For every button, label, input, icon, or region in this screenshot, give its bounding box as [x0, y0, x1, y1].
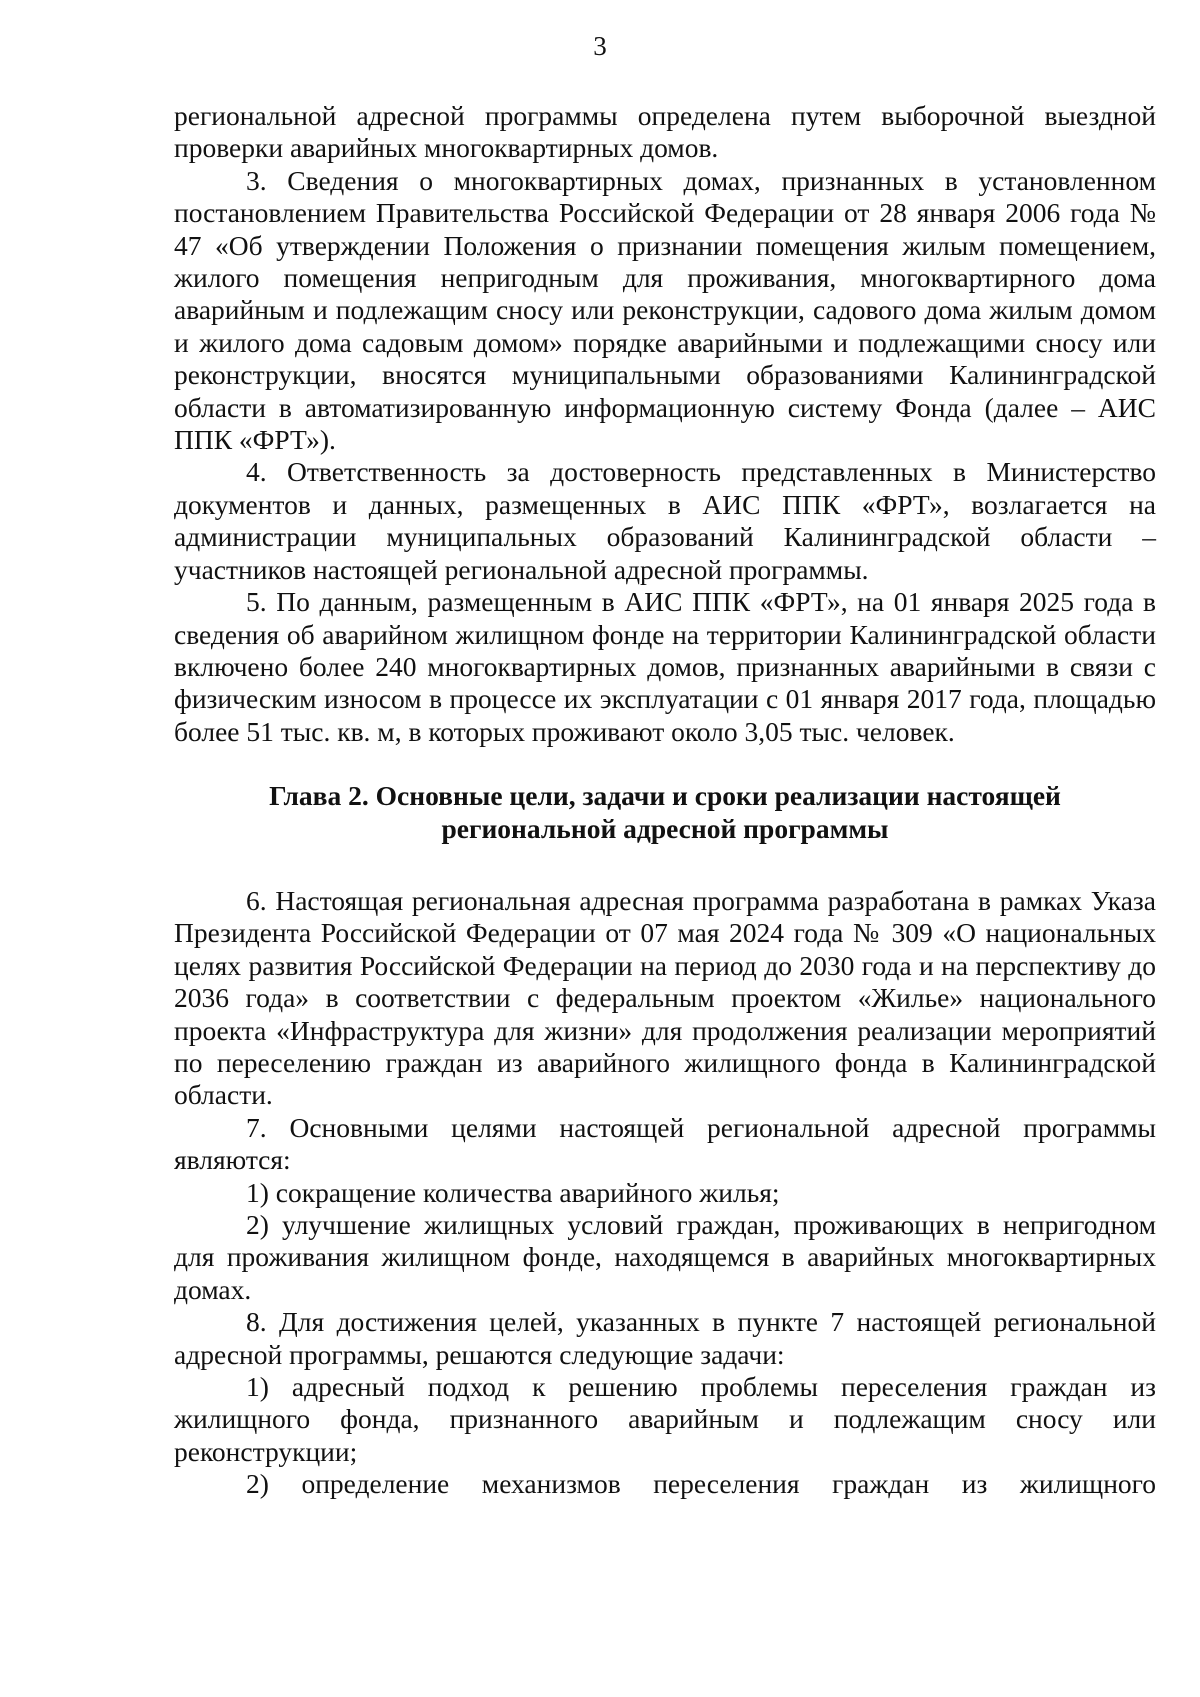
page-number: 3 [593, 31, 607, 61]
paragraph-item-7: 7. Основными целями настоящей региональной адресной программы являются: [174, 1111, 1156, 1176]
chapter-heading-line-2: региональной адресной программы [441, 812, 889, 844]
paragraph-item-3: 3. Сведения о многоквартирных домах, признанных в установленном постановлением Правительства Российской Федерации от 28 января 2006 года № 47 «Об утверждении Положения о признании помещения жилым помещением, жилого помещения непригодным для проживания, многоквартирного дома аварийным и подлежащим сносу или реконструкции, садового дома жилым домом и жилого дома садовым домом» порядке аварийными и подлежащими сносу или реконструкции, вносятся муниципальными образованиями Калининградской области в автоматизированную информационную систему Фонда (далее – АИС ППК «ФРТ»). [174, 164, 1156, 456]
paragraph-item-6: 6. Настоящая региональная адресная программа разработана в рамках Указа Президента Российской Федерации от 07 мая 2024 года № 309 «О национальных целях развития Российской Федерации на период до 2030 года и на перспективу до 2036 года» в соответствии с федеральным проектом «Жилье» национального проекта «Инфраструктура для жизни» для продолжения реализации мероприятий по переселению граждан из аварийного жилищного фонда в Калининградской области. [174, 884, 1156, 1111]
paragraph-item-7-2: 2) улучшение жилищных условий граждан, проживающих в непригодном для проживания жилищном фонде, находящемся в аварийных многоквартирных домах. [174, 1209, 1156, 1305]
document-body [174, 100, 1156, 1501]
paragraph-item-8-1: 1) адресный подход к решению проблемы переселения граждан из жилищного фонда, признанного аварийным и подлежащим сносу или реконструкции; [174, 1371, 1156, 1467]
paragraph-item-7-1: 1) сокращение количества аварийного жилья; [246, 1176, 780, 1208]
chapter-heading [174, 780, 1156, 845]
paragraph-item-8: 8. Для достижения целей, указанных в пункте 7 настоящей региональной адресной программы, решаются следующие задачи: [174, 1306, 1156, 1370]
paragraph-item-4: 4. Ответственность за достоверность представленных в Министерство документов и данных, размещенных в АИС ППК «ФРТ», возлагается на администрации муниципальных образований Калининградской области – участников настоящей региональной адресной программы. [174, 456, 1156, 585]
paragraph-item-8-2: 2) определение механизмов переселения граждан из жилищного [246, 1468, 1156, 1500]
paragraph-item-5: 5. По данным, размещенным в АИС ППК «ФРТ», на 01 января 2025 года в сведения об аварийном жилищном фонде на территории Калининградской области включено более 240 многоквартирных домов, признанных аварийными в связи с физическим износом в процессе их эксплуатации с 01 января 2017 года, площадью более 51 тыс. кв. м, в которых проживают около 3,05 тыс. человек. [174, 586, 1156, 747]
paragraph-continuation: региональной адресной программы определена путем выборочной выездной проверки аварийных многоквартирных домов. [174, 100, 1156, 164]
chapter-heading-line-1: Глава 2. Основные цели, задачи и сроки реализации настоящей [269, 780, 1061, 812]
